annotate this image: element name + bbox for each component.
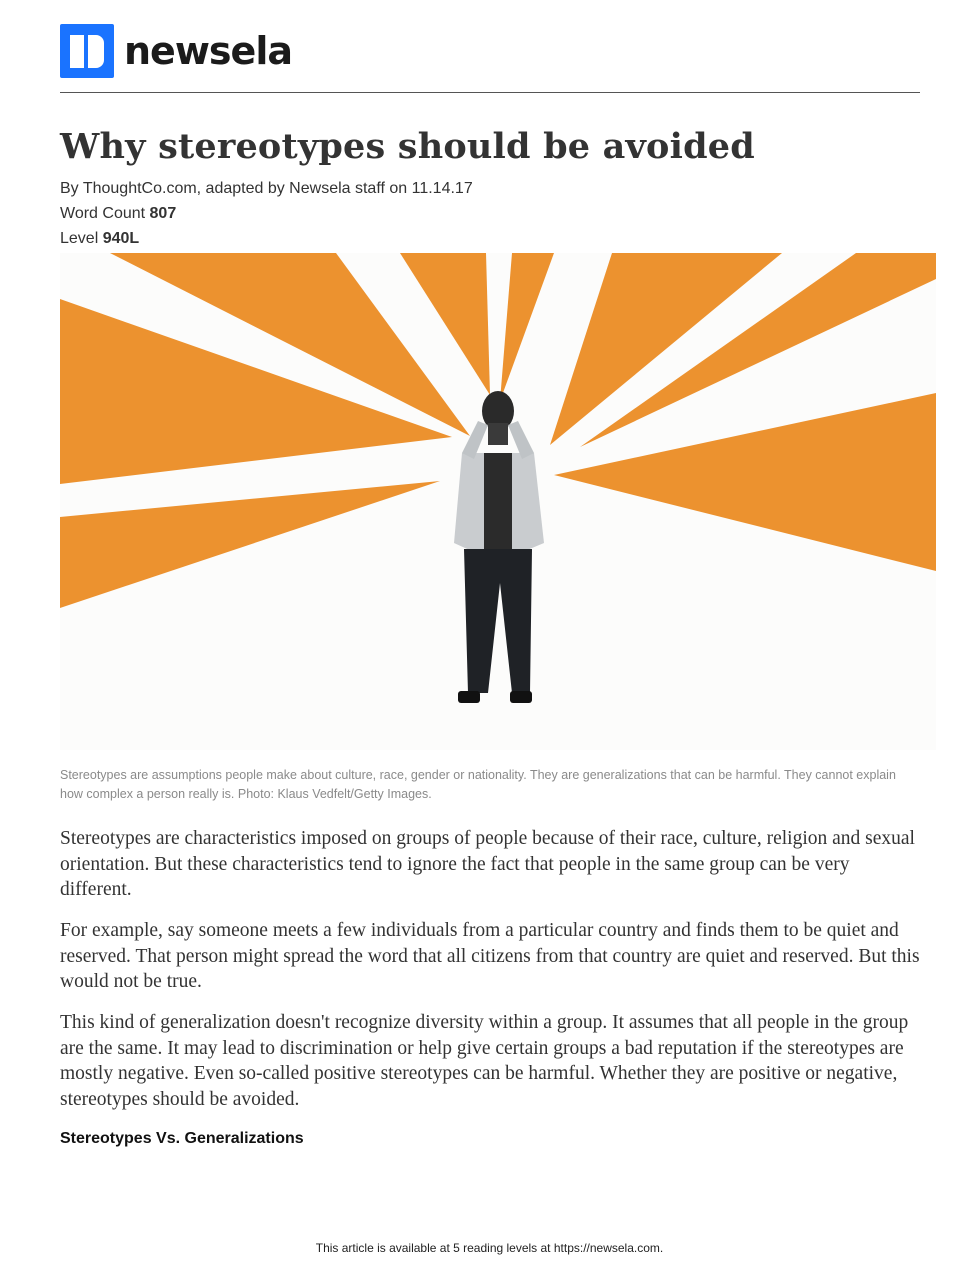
paragraph-1: Stereotypes are characteristics imposed on groups of people because of their race, culture, religion and sexual orientation. But these characteristics tend to ignore the fact that people in the same group can be very different.: [60, 828, 915, 900]
paragraph-2: For example, say someone meets a few individuals from a particular country and finds them to be quiet and reserved. That person might spread the word that all citizens from that country are quiet and reserved. But this would not be true.: [60, 920, 920, 992]
hero-illustration: [60, 253, 936, 750]
word-count-value: 807: [149, 205, 177, 222]
section-subheading: Stereotypes Vs. Generalizations: [60, 1130, 304, 1147]
article-title: Why stereotypes should be avoided: [60, 126, 755, 167]
orange-ray: [554, 393, 936, 571]
image-caption: Stereotypes are assumptions people make about culture, race, gender or nationality. They are generalizations that can be harmful. They cannot explain how complex a person really is. Photo: Klaus Vedfelt/Getty Images.: [60, 768, 896, 801]
word-count: [60, 205, 176, 223]
level-label: Level: [60, 230, 99, 247]
orange-ray: [60, 481, 440, 608]
paragraph-3: This kind of generalization doesn't recognize diversity within a group. It assumes that all people in the group are the same. It may lead to discrimination or help give certain groups a bad reputation if the stereotypes are mostly negative. Even so-called positive stereotypes can be harmful. Whether they are positive or negative, stereotypes should be avoided.: [60, 1012, 909, 1110]
word-count-label: Word Count: [60, 205, 146, 222]
brand-name: newsela: [124, 29, 292, 73]
hero-image: [60, 253, 936, 750]
person-figure: [454, 391, 544, 703]
level-value: 940L: [102, 230, 140, 247]
reading-level: [60, 230, 139, 248]
orange-ray: [500, 253, 554, 401]
newsela-logo-mark: [60, 24, 114, 78]
byline: By ThoughtCo.com, adapted by Newsela staff on 11.14.17: [60, 180, 473, 197]
newsela-logo[interactable]: [60, 24, 292, 78]
footer-note: This article is available at 5 reading levels at https://newsela.com.: [315, 1241, 664, 1255]
header-divider: [60, 92, 920, 93]
